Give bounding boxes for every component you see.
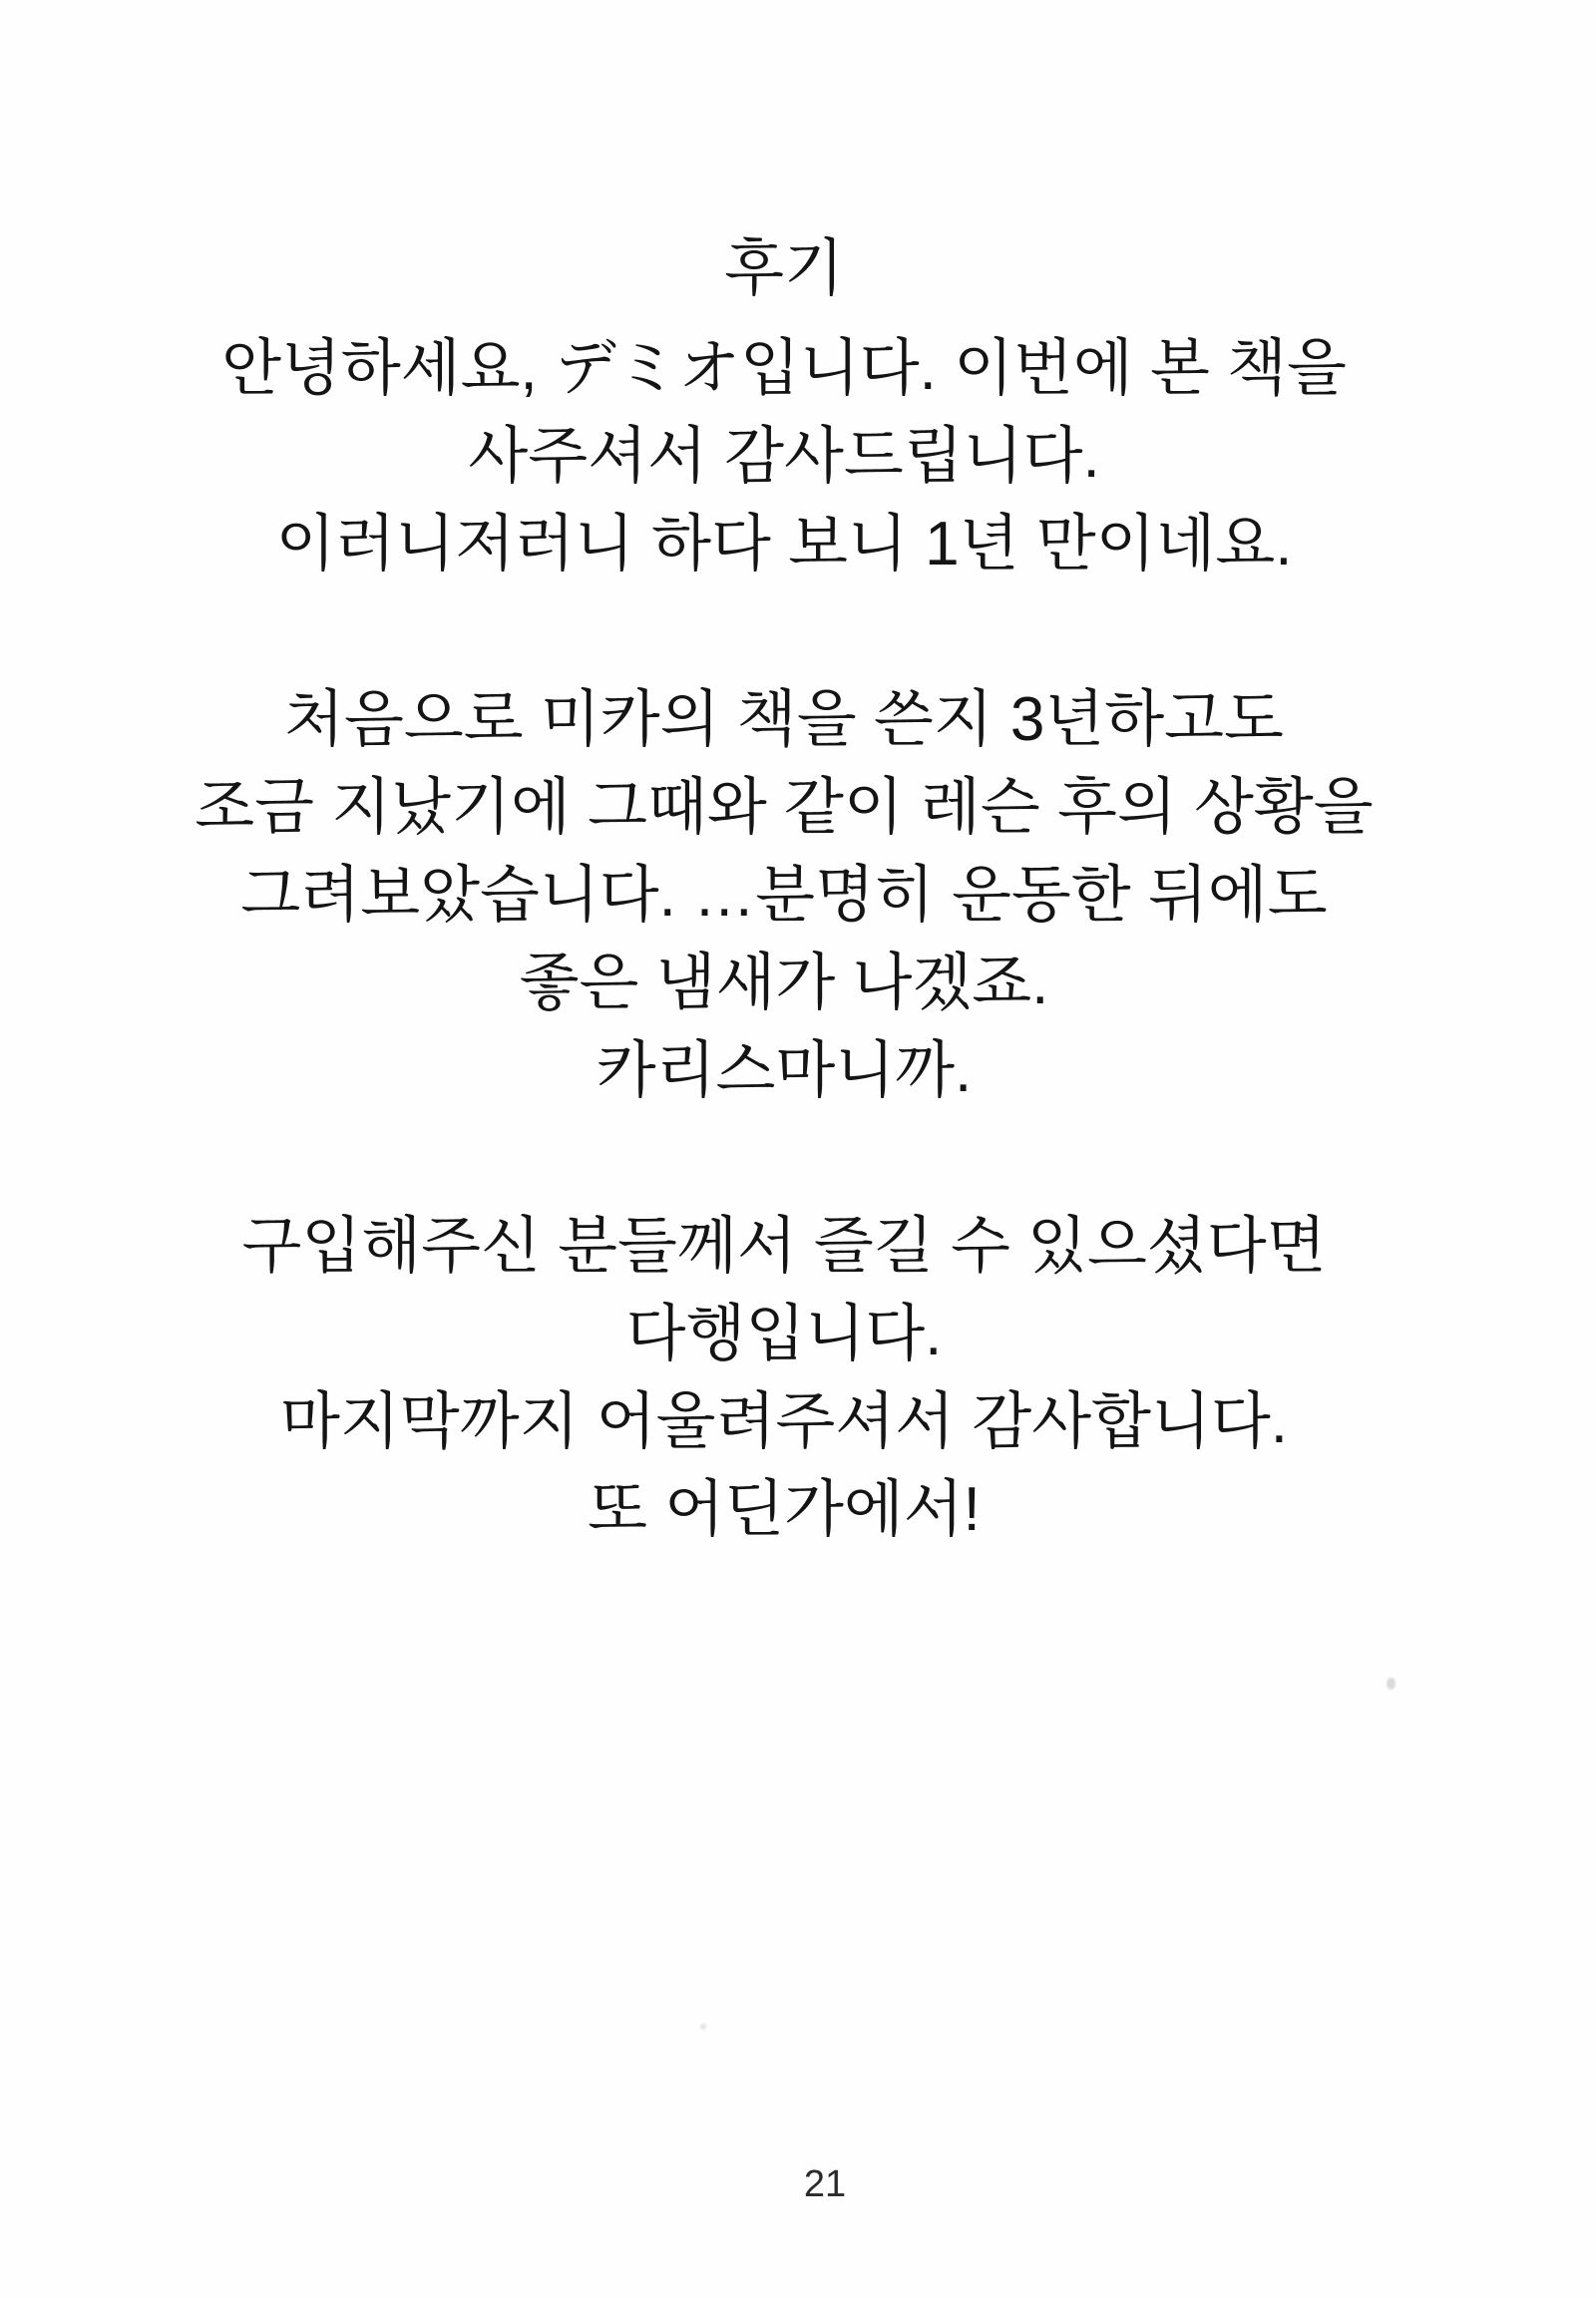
scan-speck xyxy=(1387,1678,1396,1690)
afterword-text-block xyxy=(0,225,1582,1554)
text-line: 다행입니다. xyxy=(625,1300,943,1368)
text-line: 처음으로 미카의 책을 쓴지 3년하고도 xyxy=(284,685,1284,754)
text-line: 카리스마니까. xyxy=(596,1036,973,1105)
page-number: 21 xyxy=(803,2163,847,2205)
text-line: 이러니저러니 하다 보니 1년 만이네요. xyxy=(275,510,1293,578)
afterword-title: 후기 xyxy=(724,234,844,303)
text-line: 조금 지났기에 그때와 같이 레슨 후의 상황을 xyxy=(195,773,1374,842)
text-line: 또 어딘가에서! xyxy=(588,1475,981,1544)
text-line: 마지막까지 어울려주셔서 감사합니다. xyxy=(280,1387,1288,1456)
text-line: 안녕하세요, デミオ입니다. 이번에 본 책을 xyxy=(221,334,1347,403)
text-line: 그려보았습니다. …분명히 운동한 뒤에도 xyxy=(240,861,1328,930)
text-line: 좋은 냄새가 나겠죠. xyxy=(519,949,1049,1017)
text-line: 구입해주신 분들께서 즐길 수 있으셨다면 xyxy=(241,1212,1327,1281)
text-line: 사주셔서 감사드립니다. xyxy=(468,422,1100,491)
scan-speck xyxy=(700,2024,706,2030)
